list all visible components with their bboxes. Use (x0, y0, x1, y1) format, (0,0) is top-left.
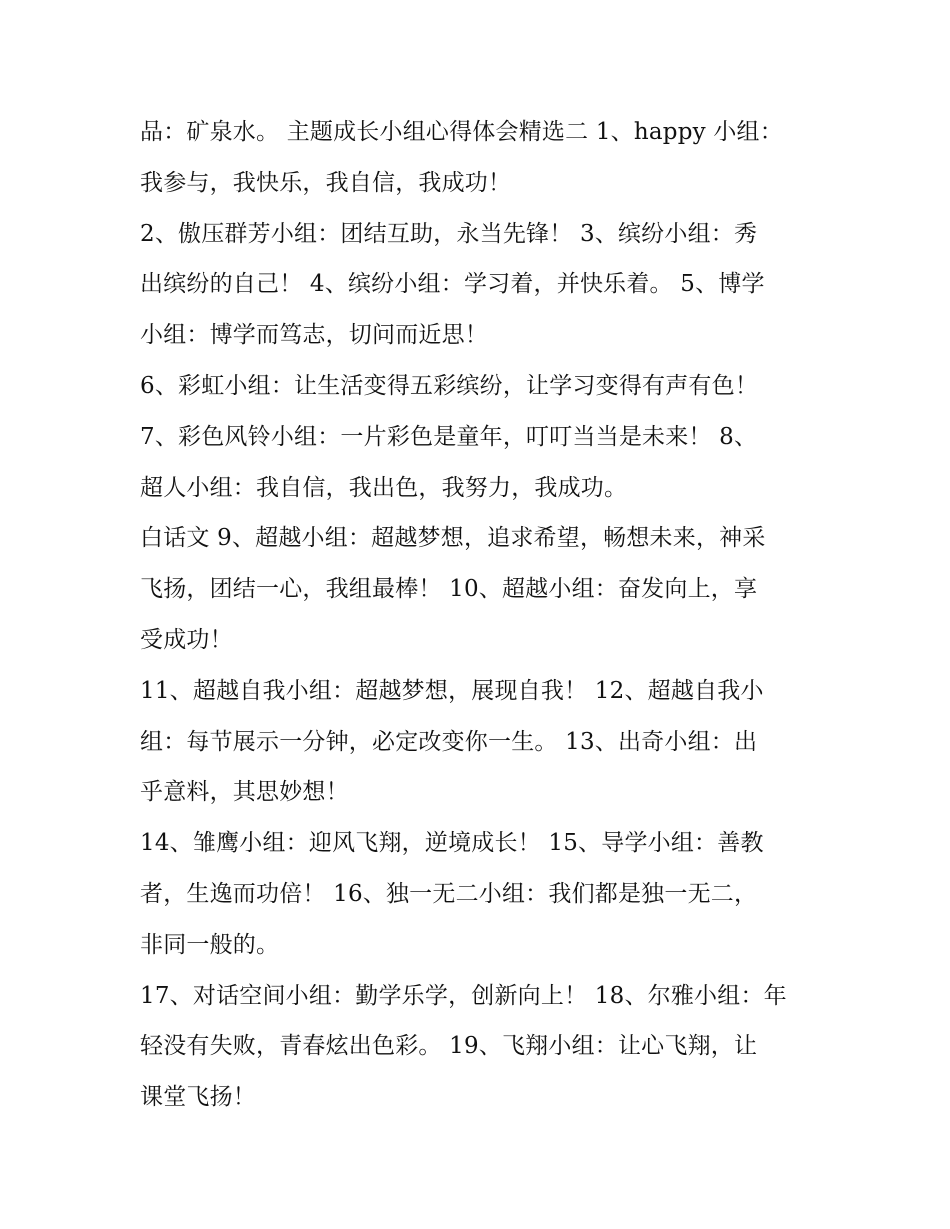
text-line: 课堂飞扬！ (140, 1084, 256, 1111)
text-line: 7、彩色风铃小组：一片彩色是童年，叮叮当当是未来！ 8、 (140, 423, 758, 450)
text-line: 出缤纷的自己！ 4、缤纷小组：学习着，并快乐着。 5、博学 (140, 271, 765, 298)
paragraph (140, 361, 820, 412)
paragraph (140, 107, 820, 209)
text-line: 白话文 9、超越小组：超越梦想，追求希望，畅想未来，神采 (140, 525, 766, 552)
text-line: 受成功！ (140, 626, 233, 653)
text-line: 组：每节展示一分钟，必定改变你一生。 13、出奇小组：出 (140, 728, 758, 755)
text-line: 飞扬，团结一心，我组最棒！ 10、超越小组：奋发向上，享 (140, 576, 758, 603)
text-line: 我参与，我快乐，我自信，我成功！ (140, 169, 512, 196)
paragraph (140, 818, 820, 970)
paragraph (140, 412, 820, 514)
text-line: 小组：博学而笃志，切问而近思！ (140, 322, 488, 349)
text-line: 11、超越自我小组：超越梦想，展现自我！ 12、超越自我小 (140, 677, 764, 704)
text-line: 6、彩虹小组：让生活变得五彩缤纷，让学习变得有声有色！ (140, 372, 759, 399)
paragraph (140, 666, 820, 818)
text-line: 超人小组：我自信，我出色，我努力，我成功。 (140, 474, 628, 501)
text-line: 品：矿泉水。 主题成长小组心得体会精选二 1、happy 小组： (140, 119, 783, 145)
text-line: 非同一般的。 (140, 931, 280, 958)
document-body (140, 107, 820, 1123)
text-line: 17、对话空间小组：勤学乐学，创新向上！ 18、尔雅小组：年 (140, 982, 787, 1009)
text-line: 2、傲压群芳小组：团结互助，永当先锋！ 3、缤纷小组：秀 (140, 220, 758, 247)
text-line: 14、雏鹰小组：迎风飞翔，逆境成长！ 15、导学小组：善教 (140, 830, 764, 857)
paragraph (140, 209, 820, 361)
text-line: 乎意料，其思妙想！ (140, 779, 349, 806)
text-line: 者，生逸而功倍！ 16、独一无二小组：我们都是独一无二， (140, 880, 758, 907)
text-line: 轻没有失败，青春炫出色彩。 19、飞翔小组：让心飞翔，让 (140, 1033, 758, 1060)
paragraph (140, 513, 820, 665)
paragraph (140, 971, 820, 1123)
